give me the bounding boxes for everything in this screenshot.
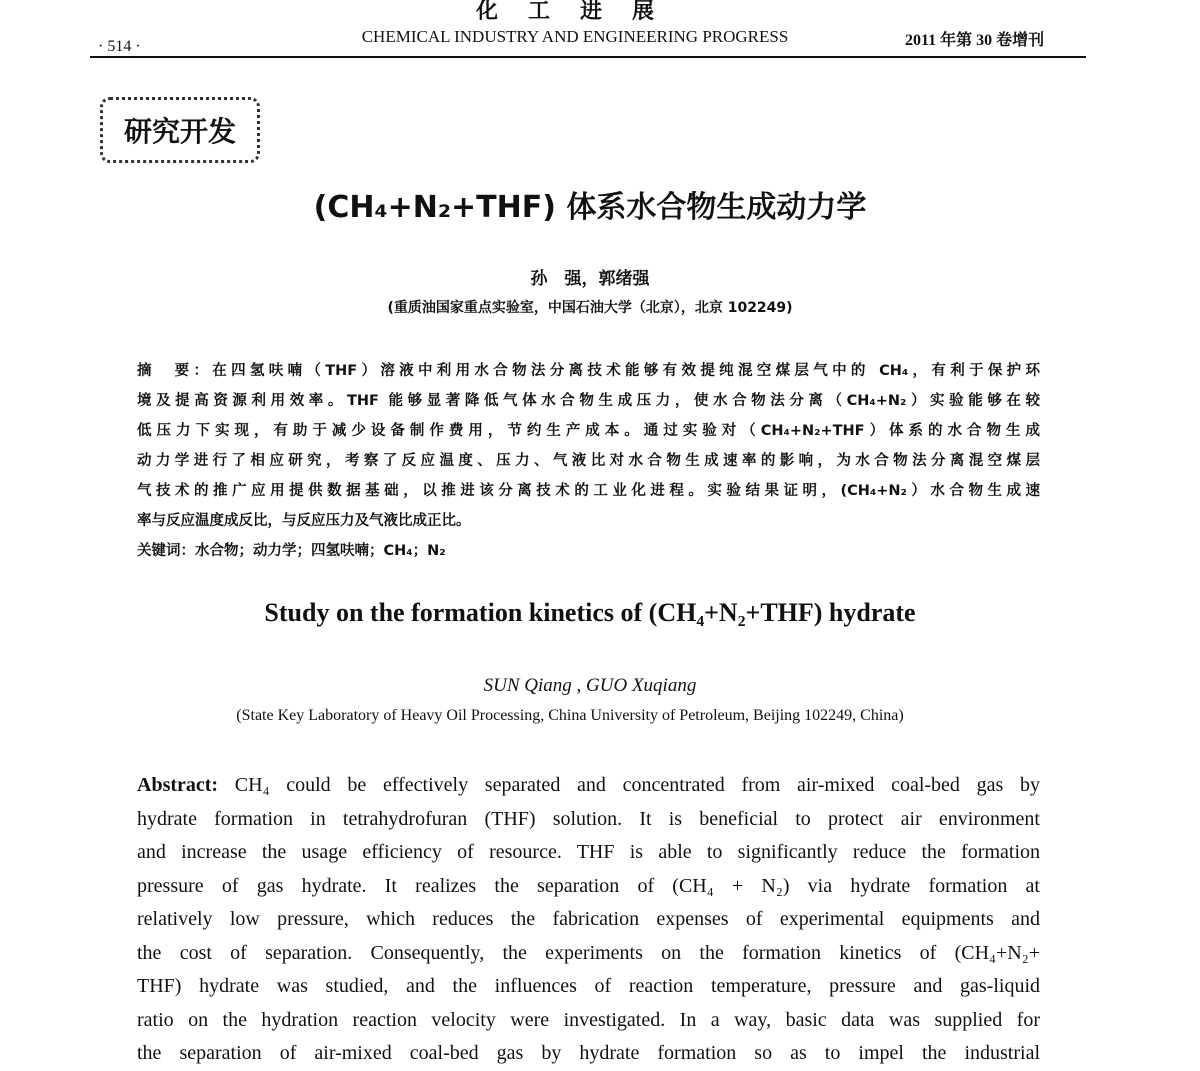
abstract-en-line: ratio on the hydration reaction velocity were investigated. In a way, basic data was supplied for [137, 1008, 1040, 1031]
journal-title-en: CHEMICAL INDUSTRY AND ENGINEERING PROGRESS [361, 27, 789, 46]
abstract-en [137, 769, 1040, 1071]
section-label: 研究开发 [100, 97, 260, 163]
abstract-cn-line: 率与反应温度成反比，与反应压力及气液比成正比。 [137, 513, 471, 529]
authors-cn: 孙 强，郭绪强 [530, 269, 650, 289]
abstract-en-line: relatively low pressure, which reduces the fabrication expenses of experimental equipments and [137, 908, 1040, 930]
abstract-en-line: the separation of air-mixed coal-bed gas by hydrate formation so as to impel the industrial [137, 1042, 1040, 1064]
abstract-cn-line: 动力学进行了相应研究，考察了反应温度、压力、气液比对水合物生成速率的影响，为水合物法分离混空煤层 [137, 453, 1040, 469]
abstract-cn-line: 境及提高资源利用效率。THF 能够显著降低气体水合物生成压力，使水合物法分离（CH₄+N₂）实验能够在较 [137, 393, 1040, 409]
header-rule [90, 56, 1086, 58]
abstract-en-line: the cost of separation. Consequently, the experiments on the formation kinetics of (CH₄+N₂+ [137, 941, 1040, 964]
abstract-cn-line: 摘 要：在四氢呋喃（THF）溶液中利用水合物法分离技术能够有效提纯混空煤层气中的 CH₄，有利于保护环 [137, 363, 1040, 379]
page-number: · 514 · [98, 38, 141, 55]
affiliation-cn: (重质油国家重点实验室，中国石油大学（北京），北京 102249) [387, 300, 793, 316]
title-cn: (CH₄+N₂+THF) 体系水合物生成动力学 [313, 190, 867, 225]
keywords-cn: 关键词：水合物；动力学；四氢呋喃；CH₄；N₂ [137, 543, 446, 559]
abstract-cn [137, 356, 1040, 566]
abstract-cn-line: 低压力下实现，有助于减少设备制作费用，节约生产成本。通过实验对（CH₄+N₂+THF）体系的水合物生成 [137, 423, 1040, 439]
abstract-en-line: and increase the usage efficiency of resource. THF is able to significantly reduce the formation [137, 841, 1040, 863]
abstract-en-line: hydrate formation in tetrahydrofuran (THF) solution. It is beneficial to protect air environment [137, 807, 1040, 830]
abstract-en-line: pressure of gas hydrate. It realizes the separation of (CH₄ + N₂) via hydrate formation at [137, 874, 1040, 897]
affiliation-en: (State Key Laboratory of Heavy Oil Processing, China University of Petroleum, Beijing 102249, China) [236, 707, 904, 724]
authors-en: SUN Qiang , GUO Xuqiang [483, 675, 697, 696]
title-en: Study on the formation kinetics of (CH₄+N₂+THF) hydrate [264, 598, 916, 627]
issue-info: 2011 年第 30 卷增刊 [905, 32, 1045, 49]
abstract-label: Abstract: [137, 774, 219, 796]
journal-title-cn: 化工进展 [475, 0, 684, 23]
abstract-en-line [137, 769, 1040, 803]
abstract-en-text: CH₄ could be effectively separated and concentrated from air-mixed coal-bed gas by [218, 774, 1040, 796]
abstract-cn-line: 气技术的推广应用提供数据基础，以推进该分离技术的工业化进程。实验结果证明，(CH₄+N₂）水合物生成速 [137, 483, 1040, 499]
abstract-en-line: THF) hydrate was studied, and the influences of reaction temperature, pressure and gas-liquid [137, 975, 1040, 997]
